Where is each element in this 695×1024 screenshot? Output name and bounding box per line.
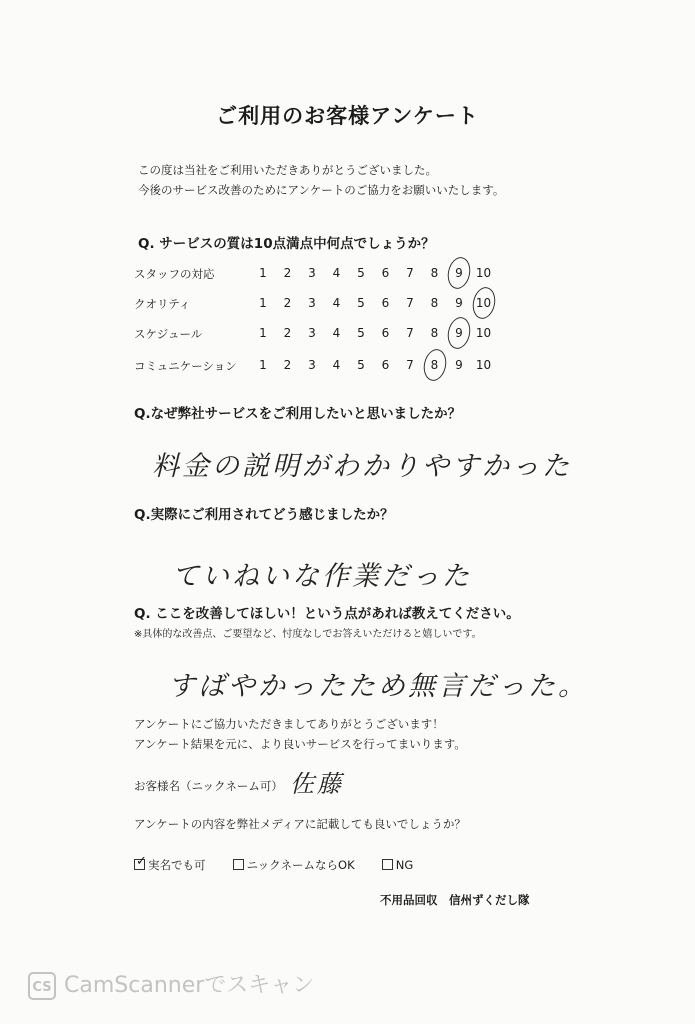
rating-option[interactable]: 10 <box>475 266 492 280</box>
rating-option[interactable]: 8 <box>430 326 439 340</box>
rating-option[interactable]: 10 <box>475 358 492 372</box>
rating-row-label: クオリティ <box>134 297 191 311</box>
rating-option[interactable]: 7 <box>406 358 414 372</box>
rating-option[interactable]: 4 <box>332 266 341 280</box>
rating-option[interactable]: 1 <box>259 326 267 340</box>
rating-option[interactable]: 2 <box>283 358 292 372</box>
q3-label: Q.実際にご利用されてどう感じましたか？ <box>134 507 394 523</box>
rating-option[interactable]: 7 <box>406 326 414 340</box>
rating-option[interactable]: 7 <box>406 266 414 280</box>
option-label: 実名でも可 <box>148 858 206 872</box>
option-nickname[interactable] <box>233 858 355 872</box>
option-ng[interactable] <box>382 858 414 872</box>
check-mark-icon: ✓ <box>136 854 147 869</box>
checkbox[interactable] <box>134 854 147 870</box>
rating-option[interactable]: 6 <box>381 266 390 280</box>
rating-row-label: スケジュール <box>134 327 203 341</box>
selected-score-circle <box>420 347 448 383</box>
rating-option[interactable]: 4 <box>332 358 341 372</box>
thanks-line: アンケートにご協力いただきましてありがとうございます！ <box>134 717 444 731</box>
q1-label: Q. サービスの質は10点満点中何点でしょうか？ <box>138 236 435 252</box>
rating-option[interactable]: 3 <box>308 266 316 280</box>
rating-option[interactable]: 3 <box>308 358 316 372</box>
rating-option[interactable]: 6 <box>381 358 390 372</box>
rating-option[interactable]: 2 <box>283 296 292 310</box>
q2-answer: 料金の説明がわかりやすかった <box>152 451 572 482</box>
rating-option[interactable]: 5 <box>357 326 365 340</box>
rating-option[interactable]: 6 <box>381 296 390 310</box>
media-question: アンケートの内容を弊社メディアに記載しても良いでしょうか？ <box>134 817 466 831</box>
q2-label: Q.なぜ弊社サービスをご利用したいと思いましたか？ <box>134 406 462 422</box>
rating-option[interactable]: 9 <box>455 326 463 340</box>
scanner-watermark <box>28 968 314 1000</box>
rating-option[interactable]: 8 <box>430 296 439 310</box>
camscanner-logo-icon: CS <box>28 972 56 1000</box>
intro-text <box>138 160 504 200</box>
rating-option[interactable]: 8 <box>430 266 439 280</box>
rating-option[interactable]: 5 <box>357 266 365 280</box>
option-label: NG <box>395 858 414 872</box>
rating-option[interactable]: 4 <box>332 326 341 340</box>
q3-answer: ていねいな作業だった <box>172 561 472 592</box>
rating-row-label: コミュニケーション <box>134 359 237 373</box>
rating-option[interactable]: 9 <box>455 358 463 372</box>
checkbox[interactable] <box>382 859 393 870</box>
scanner-text: CamScannerでスキャン <box>64 973 315 998</box>
customer-name-label: お客様名（ニックネーム可） <box>134 779 283 793</box>
rating-option[interactable]: 3 <box>308 296 316 310</box>
q4-answer: すばやかったため無言だった。 <box>168 671 588 702</box>
rating-option[interactable]: 1 <box>259 296 267 310</box>
rating-option[interactable]: 2 <box>283 326 292 340</box>
rating-option[interactable]: 7 <box>406 296 414 310</box>
q4-note: ※具体的な改善点、ご要望など、忖度なしでお答えいただけると嬉しいです。 <box>134 629 482 640</box>
rating-option[interactable]: 9 <box>455 296 463 310</box>
rating-row-label: スタッフの対応 <box>134 267 215 281</box>
customer-name-value: 佐藤 <box>290 770 344 798</box>
rating-option[interactable]: 8 <box>430 358 439 372</box>
rating-option[interactable]: 5 <box>357 358 365 372</box>
selected-score-circle <box>445 255 473 291</box>
selected-score-circle <box>469 285 497 321</box>
rating-option[interactable]: 1 <box>259 358 267 372</box>
page-title: ご利用のお客様アンケート <box>216 104 479 128</box>
intro-line: 今後のサービス改善のためにアンケートのご協力をお願いいたします。 <box>138 183 505 197</box>
rating-option[interactable]: 4 <box>332 296 341 310</box>
selected-score-circle <box>445 315 473 351</box>
thanks-text <box>134 714 466 754</box>
q4-label: Q. ここを改善してほしい！という点があれば教えてください。 <box>134 606 520 622</box>
media-options <box>134 854 435 873</box>
rating-option[interactable]: 2 <box>283 266 292 280</box>
rating-option[interactable]: 6 <box>381 326 390 340</box>
company-name: 不用品回収 信州ずくだし隊 <box>380 893 530 907</box>
rating-option[interactable]: 10 <box>475 326 492 340</box>
rating-option[interactable]: 10 <box>475 296 492 310</box>
intro-line: この度は当社をご利用いただきありがとうございました。 <box>138 163 437 177</box>
rating-option[interactable]: 5 <box>357 296 365 310</box>
checkbox[interactable] <box>233 859 244 870</box>
rating-option[interactable]: 9 <box>455 266 463 280</box>
rating-option[interactable]: 1 <box>259 266 267 280</box>
rating-option[interactable]: 3 <box>308 326 316 340</box>
option-real-name[interactable] <box>134 854 206 872</box>
option-label: ニックネームならOK <box>246 858 355 872</box>
thanks-line: アンケート結果を元に、より良いサービスを行ってまいります。 <box>134 737 466 751</box>
